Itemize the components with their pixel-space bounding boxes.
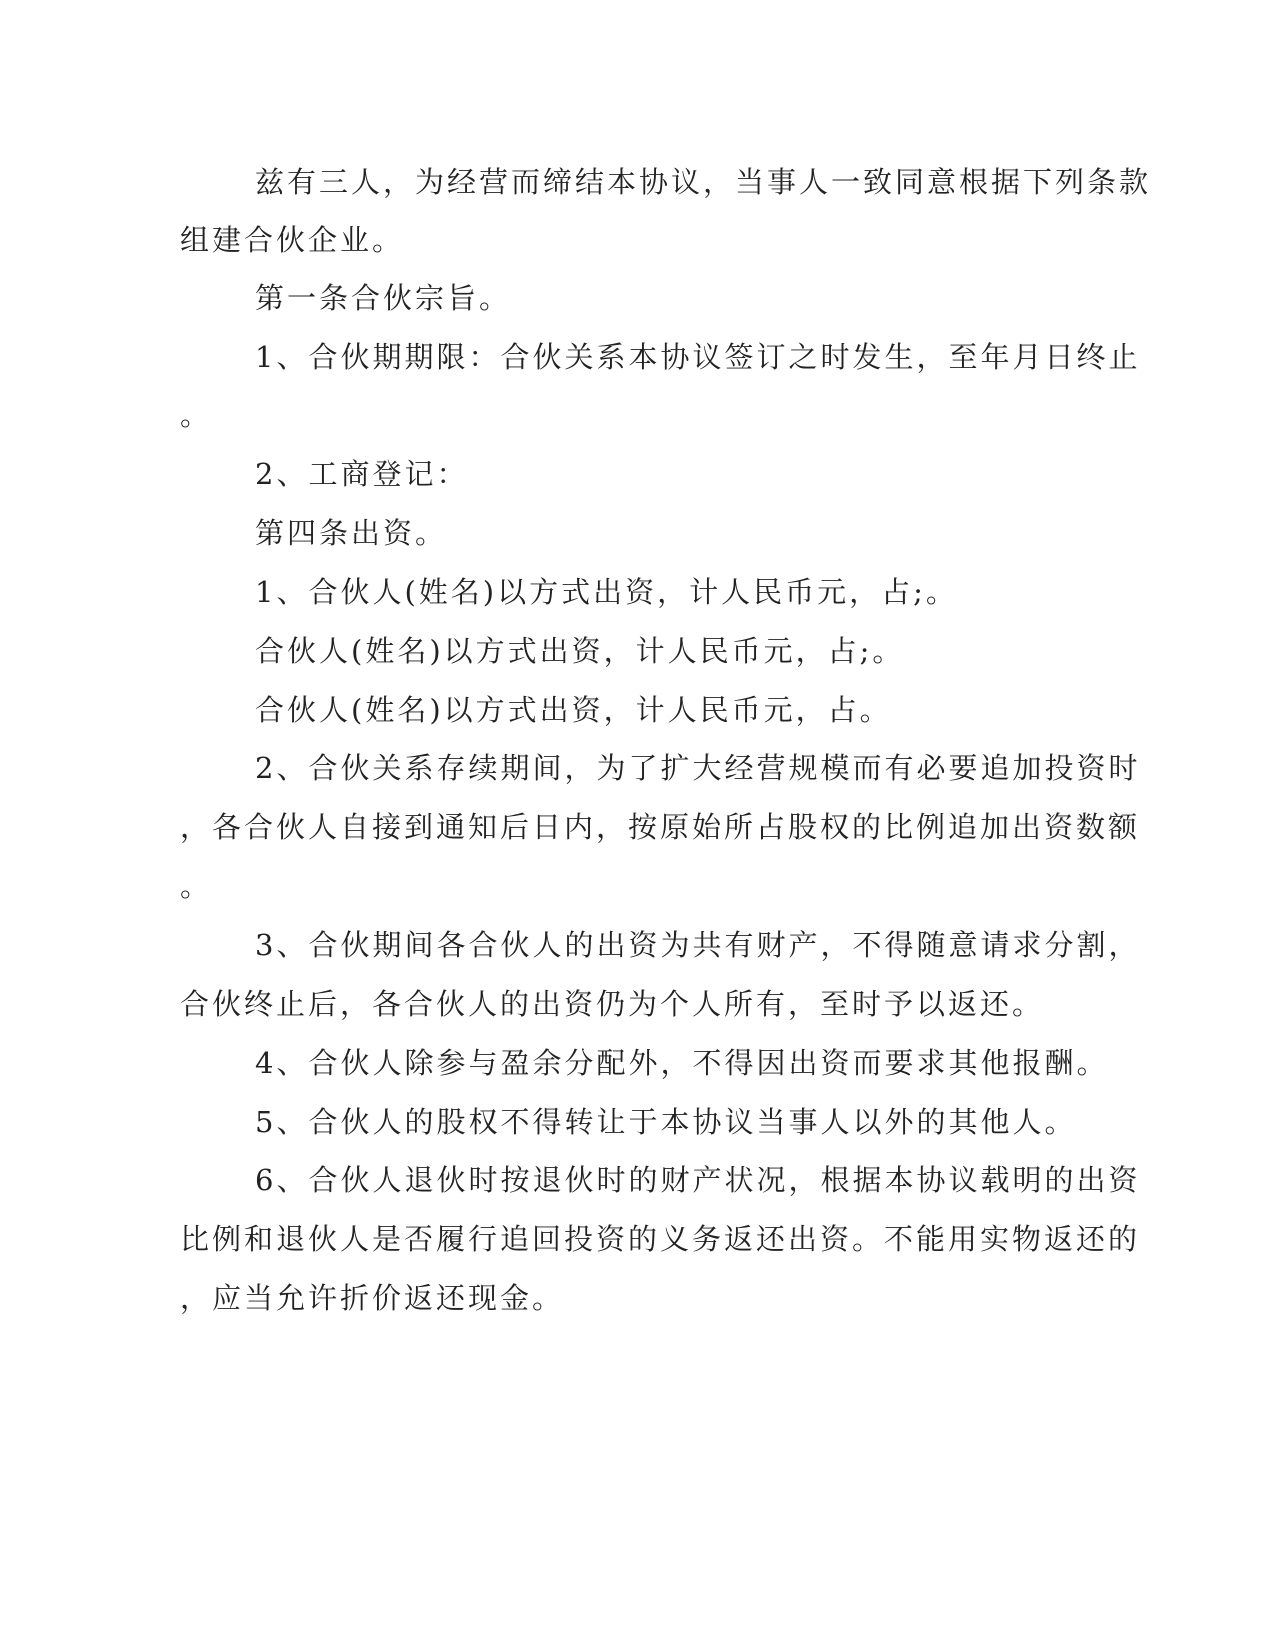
- text-line: 1、合伙期期限：合伙关系本协议签订之时发生，至年月日终止: [255, 340, 1141, 374]
- text-line: ，各合伙人自接到通知后日内，按原始所占股权的比例追加出资数额: [180, 810, 1141, 844]
- text-line: 4、合伙人除参与盈余分配外，不得因出资而要求其他报酬。: [255, 1046, 1109, 1080]
- text-line: 兹有三人，为经营而缔结本协议，当事人一致同意根据下列条款: [255, 165, 1152, 199]
- text-line: 2、工商登记：: [255, 457, 469, 491]
- text-line: 2、合伙关系存续期间，为了扩大经营规模而有必要追加投资时: [255, 751, 1141, 785]
- text-line: 6、合伙人退伙时按退伙时的财产状况，根据本协议载明的出资: [255, 1163, 1141, 1197]
- text-line: ，应当允许折价返还现金。: [180, 1281, 565, 1315]
- text-line: 组建合伙企业。: [180, 223, 405, 257]
- text-line: 3、合伙期间各合伙人的出资为共有财产，不得随意请求分割，: [255, 928, 1141, 962]
- text-line: 合伙人(姓名)以方式出资，计人民币元，占。: [255, 693, 892, 727]
- text-line: 1、合伙人(姓名)以方式出资，计人民币元，占;。: [255, 575, 958, 609]
- section-heading: 第一条合伙宗旨。: [255, 281, 512, 315]
- text-line: 。: [180, 869, 213, 903]
- text-line: 比例和退伙人是否履行追回投资的义务返还出资。不能用实物返还的: [180, 1222, 1141, 1256]
- section-heading: 第四条出资。: [255, 516, 448, 550]
- text-line: 5、合伙人的股权不得转让于本协议当事人以外的其他人。: [255, 1105, 1077, 1139]
- text-line: 合伙人(姓名)以方式出资，计人民币元，占;。: [255, 634, 905, 668]
- text-line: 。: [180, 398, 213, 432]
- text-line: 合伙终止后，各合伙人的出资仍为个人所有，至时予以返还。: [180, 987, 1045, 1021]
